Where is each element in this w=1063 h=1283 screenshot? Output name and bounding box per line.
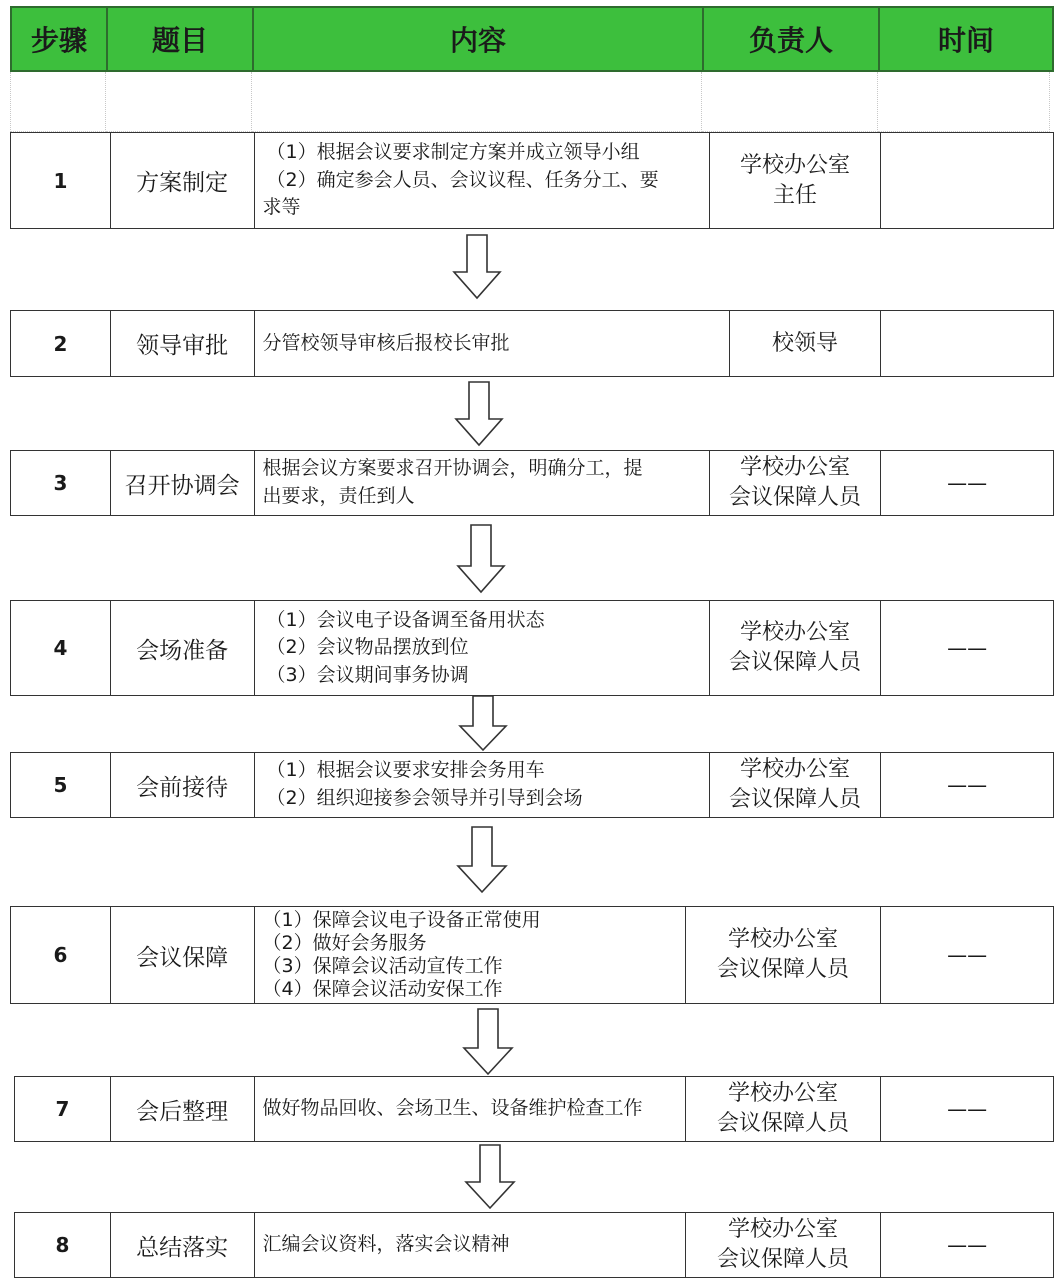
content-line: 根据会议方案要求召开协调会，明确分工，提: [262, 457, 643, 480]
step-owner: [686, 907, 882, 1003]
content-line: 汇编会议资料，落实会议精神: [262, 1233, 510, 1256]
step-owner: [710, 601, 882, 695]
owner-line: 会议保障人员: [729, 787, 862, 812]
step-time: ——: [947, 1097, 988, 1121]
step-time: ——: [947, 636, 988, 660]
content-line: 做好物品回收、会场卫生、设备维护检查工作: [262, 1097, 643, 1120]
step-row: [10, 450, 1054, 516]
step-number: 2: [11, 311, 111, 376]
step-time: ——: [947, 1233, 988, 1257]
header-content: 内容: [254, 8, 704, 70]
header-title: 题目: [108, 8, 254, 70]
content-line: （1）根据会议要求安排会务用车: [266, 759, 545, 782]
down-arrow-icon: [464, 1144, 516, 1210]
step-time: [881, 133, 1053, 228]
down-arrow-icon: [454, 381, 504, 447]
content-line: （2）组织迎接参会领导并引导到会场: [266, 787, 583, 809]
step-owner: [686, 1077, 882, 1141]
step-row: [10, 752, 1054, 818]
content-line: 求等: [262, 196, 301, 219]
content-line: （2）确定参会人员、会议议程、任务分工、要: [266, 168, 659, 191]
owner-line: 学校办公室: [728, 927, 839, 953]
content-line: （3）会议期间事务协调: [266, 663, 469, 686]
step-title: 会前接待: [111, 753, 255, 817]
owner-line: 校领导: [771, 330, 838, 356]
header-owner: 负责人: [704, 8, 880, 70]
step-time: ——: [947, 943, 988, 967]
content-line: （2）做好会务服务: [262, 932, 427, 955]
step-content: [255, 1213, 686, 1277]
step-title: 会后整理: [111, 1077, 255, 1141]
content-line: （1）保障会议电子设备正常使用: [262, 909, 541, 932]
owner-line: 学校办公室: [728, 1217, 839, 1243]
header-step: 步骤: [12, 8, 108, 70]
owner-line: 主任: [773, 182, 818, 208]
owner-line: 学校办公室: [740, 455, 851, 481]
step-content: [255, 1077, 686, 1141]
owner-line: 会议保障人员: [729, 485, 862, 510]
content-line: （4）保障会议活动安保工作: [262, 977, 503, 1000]
step-owner: [730, 311, 882, 376]
step-owner: [686, 1213, 882, 1277]
content-line: 出要求，责任到人: [262, 485, 415, 507]
step-owner: [710, 451, 882, 515]
step-time: ——: [947, 773, 988, 797]
step-time: [881, 311, 1053, 376]
owner-line: 学校办公室: [740, 152, 851, 178]
step-number: 6: [11, 907, 111, 1003]
down-arrow-icon: [462, 1008, 514, 1076]
owner-line: 会议保障人员: [717, 1247, 850, 1272]
step-title: 会场准备: [111, 601, 255, 695]
spacer-row: [10, 72, 1054, 132]
owner-line: 会议保障人员: [717, 1111, 850, 1136]
content-line: （3）保障会议活动宣传工作: [262, 955, 503, 977]
step-number: 7: [15, 1077, 111, 1141]
step-content: [255, 311, 730, 376]
step-title: 召开协调会: [111, 451, 255, 515]
down-arrow-icon: [456, 524, 506, 594]
down-arrow-icon: [452, 234, 502, 300]
step-row: [10, 600, 1054, 696]
content-line: （2）会议物品摆放到位: [266, 636, 469, 659]
owner-line: 会议保障人员: [717, 957, 850, 982]
step-content: [255, 601, 710, 695]
step-row: [10, 906, 1054, 1004]
step-time: ——: [947, 471, 988, 495]
step-title: 总结落实: [111, 1213, 255, 1277]
step-content: [255, 133, 710, 228]
step-content: [255, 451, 710, 515]
step-title: 方案制定: [111, 133, 255, 228]
content-line: （1）会议电子设备调至备用状态: [266, 608, 545, 631]
step-row: [14, 1212, 1054, 1278]
step-number: 8: [15, 1213, 111, 1277]
step-number: 1: [11, 133, 111, 228]
content-line: （1）根据会议要求制定方案并成立领导小组: [266, 141, 640, 164]
step-row: [10, 310, 1054, 377]
content-line: 分管校领导审核后报校长审批: [262, 331, 510, 354]
down-arrow-icon: [458, 696, 508, 752]
step-number: 5: [11, 753, 111, 817]
step-content: [255, 753, 710, 817]
step-owner: [710, 133, 882, 228]
step-title: 领导审批: [111, 311, 255, 376]
step-owner: [710, 753, 882, 817]
step-row: [14, 1076, 1054, 1142]
step-number: 4: [11, 601, 111, 695]
header-time: 时间: [937, 24, 994, 57]
down-arrow-icon: [456, 826, 508, 894]
owner-line: 会议保障人员: [729, 650, 862, 675]
owner-line: 学校办公室: [728, 1081, 839, 1107]
step-row: [10, 132, 1054, 229]
table-header: [10, 6, 1054, 72]
step-number: 3: [11, 451, 111, 515]
step-title: 会议保障: [111, 907, 255, 1003]
step-content: [255, 907, 686, 1003]
owner-line: 学校办公室: [740, 757, 851, 783]
owner-line: 学校办公室: [740, 620, 851, 646]
